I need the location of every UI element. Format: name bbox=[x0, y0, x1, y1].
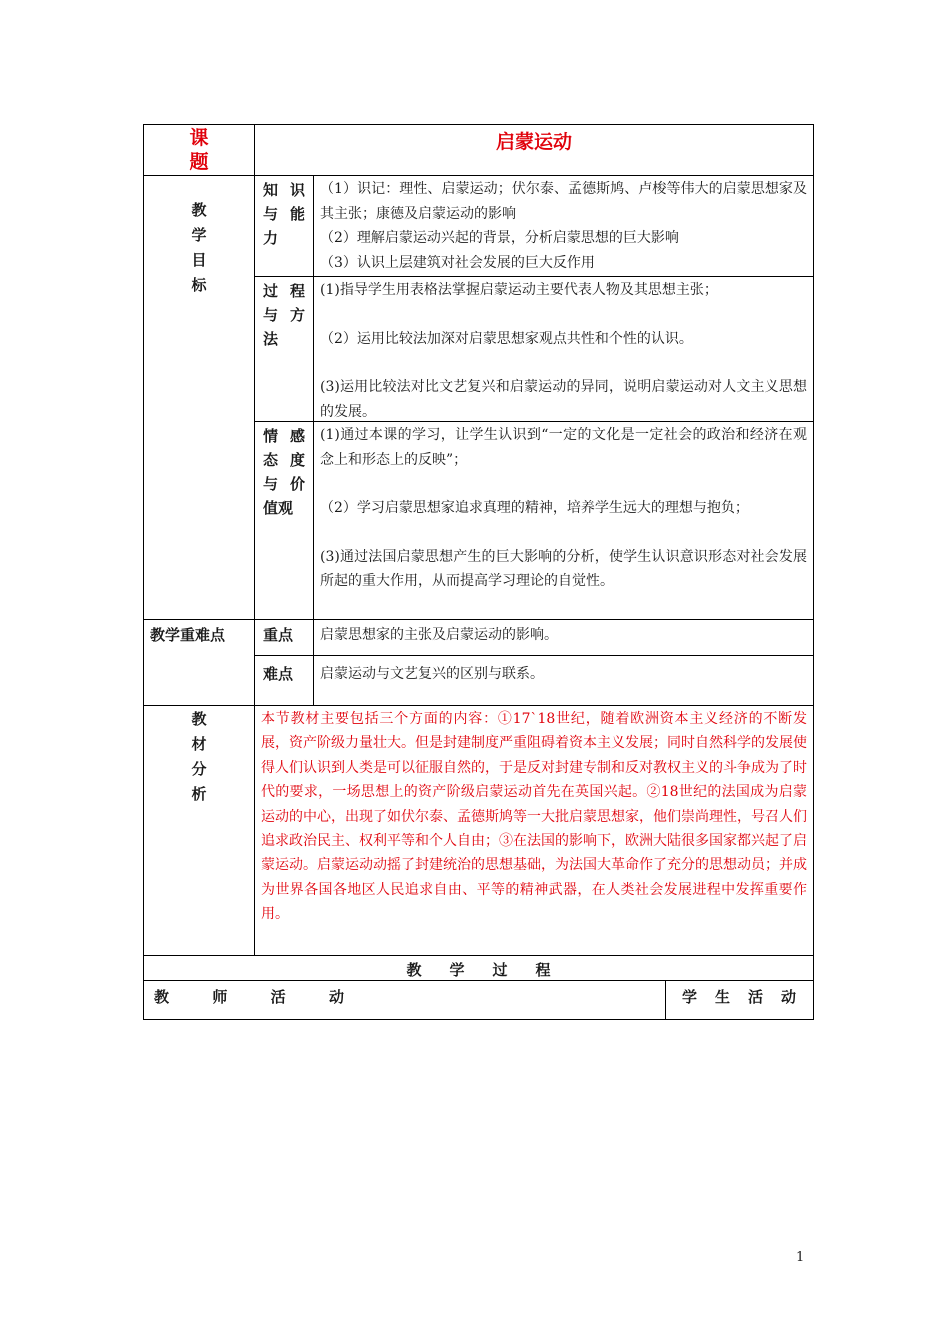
emotion-label-row-4 bbox=[263, 496, 305, 520]
focus-label-cell bbox=[255, 619, 314, 655]
process-label-char: 过 bbox=[263, 282, 279, 300]
process-section-title-char: 教 bbox=[406, 961, 422, 979]
knowledge-label-char: 力 bbox=[263, 229, 279, 247]
difficulty-label-cell bbox=[255, 655, 314, 705]
process-label-char: 方 bbox=[289, 306, 305, 324]
teacher-activity-char: 教 bbox=[154, 988, 170, 1006]
process-label-cell bbox=[255, 276, 314, 421]
teacher-activity-cell bbox=[143, 980, 666, 1020]
analysis-label: 教材分析 bbox=[191, 710, 207, 803]
focus-label: 重点 bbox=[263, 626, 294, 644]
knowledge-label bbox=[255, 176, 313, 252]
key-points-label-cell bbox=[143, 619, 255, 705]
knowledge-label-char: 知 bbox=[263, 181, 279, 199]
student-activity-header bbox=[682, 986, 796, 1007]
emotion-label-row-2 bbox=[263, 448, 305, 472]
knowledge-label-cell bbox=[255, 175, 314, 276]
process-label-row-1 bbox=[263, 279, 305, 303]
objectives-label-cell bbox=[143, 175, 255, 619]
process-label-char: 程 bbox=[289, 282, 305, 300]
objectives-label: 教学目标 bbox=[191, 201, 207, 294]
emotion-label-char: 态 bbox=[263, 451, 279, 469]
knowledge-label-char: 与 bbox=[263, 205, 279, 223]
process-section-title-cell bbox=[143, 955, 814, 980]
emotion-label-char: 情 bbox=[263, 427, 279, 445]
emotion-label bbox=[255, 422, 313, 522]
process-label-row-2 bbox=[263, 303, 305, 327]
emotion-label-char: 感 bbox=[289, 427, 305, 445]
process-section-title-char: 学 bbox=[449, 961, 465, 979]
knowledge-item-1: （1）识记：理性、启蒙运动；伏尔泰、孟德斯鸠、卢梭等伟大的启蒙思想家及其主张；康德及启蒙运动的影响 bbox=[320, 181, 807, 222]
emotion-label-row-1 bbox=[263, 424, 305, 448]
teacher-activity-char: 活 bbox=[270, 988, 286, 1006]
process-content-cell bbox=[314, 276, 814, 421]
knowledge-label-row-2 bbox=[263, 202, 305, 226]
student-activity-cell bbox=[666, 980, 814, 1020]
process-section-title bbox=[407, 959, 551, 980]
difficulty-text: 启蒙运动与文艺复兴的区别与联系。 bbox=[320, 666, 544, 682]
emotion-content-cell bbox=[314, 421, 814, 619]
emotion-item-3: (3)通过法国启蒙思想产生的巨大影响的分析，使学生认识意识形态对社会发展所起的重大作用，从而提高学习理论的自觉性。 bbox=[320, 548, 807, 589]
student-activity-char: 活 bbox=[747, 988, 763, 1006]
emotion-label-char: 值观 bbox=[263, 499, 294, 517]
emotion-item-1: (1)通过本课的学习，让学生认识到“一定的文化是一定社会的政治和经济在观念上和形态上的反映”； bbox=[320, 427, 807, 468]
teacher-activity-char: 师 bbox=[212, 988, 228, 1006]
knowledge-item-3: （3）认识上层建筑对社会发展的巨大反作用 bbox=[320, 254, 595, 271]
process-item-1: (1)指导学生用表格法掌握启蒙运动主要代表人物及其思想主张； bbox=[320, 282, 718, 298]
process-item-3: (3)运用比较法对比文艺复兴和启蒙运动的异同，说明启蒙运动对人文主义思想的发展。 bbox=[320, 379, 807, 420]
emotion-label-row-3 bbox=[263, 472, 305, 496]
teacher-activity-header bbox=[154, 986, 344, 1007]
emotion-label-char: 价 bbox=[289, 475, 305, 493]
knowledge-item-2: （2）理解启蒙运动兴起的背景，分析启蒙思想的巨大影响 bbox=[320, 230, 679, 246]
key-points-label: 教学重难点 bbox=[150, 626, 226, 644]
knowledge-label-row-3 bbox=[263, 226, 305, 250]
knowledge-label-row-1 bbox=[263, 178, 305, 202]
student-activity-char: 动 bbox=[780, 988, 796, 1006]
emotion-item-2: （2）学习启蒙思想家追求真理的精神，培养学生远大的理想与抱负； bbox=[320, 500, 749, 516]
process-label bbox=[255, 277, 313, 353]
process-item-2: （2）运用比较法加深对启蒙思想家观点共性和个性的认识。 bbox=[320, 330, 693, 347]
keti-label-cell bbox=[143, 124, 255, 175]
knowledge-label-char: 能 bbox=[289, 205, 305, 223]
lesson-title: 启蒙运动 bbox=[495, 131, 572, 153]
difficulty-content-cell bbox=[314, 655, 814, 705]
page-number: 1 bbox=[796, 1250, 805, 1265]
student-activity-char: 生 bbox=[714, 988, 730, 1006]
difficulty-label: 难点 bbox=[263, 665, 294, 683]
keti-label: 课题 bbox=[189, 127, 209, 173]
knowledge-content-cell bbox=[314, 175, 814, 276]
process-section-title-char: 过 bbox=[492, 961, 508, 979]
process-label-char: 与 bbox=[263, 306, 279, 324]
focus-content-cell bbox=[314, 619, 814, 655]
emotion-label-char: 与 bbox=[263, 475, 279, 493]
focus-text: 启蒙思想家的主张及启蒙运动的影响。 bbox=[320, 627, 558, 643]
process-label-row-3 bbox=[263, 327, 305, 351]
emotion-label-cell bbox=[255, 421, 314, 619]
analysis-text: 本节教材主要包括三个方面的内容：①17`18世纪，随着欧洲资本主义经济的不断发展，资产阶级力量壮大。但是封建制度严重阻碍着资本主义发展；同时自然科学的发展使得人们认识到人类是可以征服自然的，于是反对封建专制和反对教权主义的斗争成为了时代的要求，一场思想上的资产阶级启蒙运动首先在英国兴起。②18世纪的法国成为启蒙运动的中心，出现了如伏尔泰、孟德斯鸠等一大批启蒙思想家，他们崇尚理性，号召人们追求政治民主、权利平等和个人自由；③在法国的影响下，欧洲大陆很多国家都兴起了启蒙运动。启蒙运动动摇了封建统治的思想基础，为法国大革命作了充分的思想动员；并成为世界各国各地区人民追求自由、平等的精神武器，在人类社会发展进程中发挥重要作用。 bbox=[261, 711, 807, 923]
title-cell bbox=[255, 124, 814, 175]
student-activity-char: 学 bbox=[682, 988, 698, 1006]
analysis-content-cell bbox=[255, 705, 814, 955]
teacher-activity-char: 动 bbox=[328, 988, 344, 1006]
process-label-char: 法 bbox=[263, 330, 279, 348]
knowledge-label-char: 识 bbox=[289, 181, 305, 199]
emotion-label-char: 度 bbox=[289, 451, 305, 469]
process-section-title-char: 程 bbox=[535, 961, 551, 979]
analysis-label-cell bbox=[143, 705, 255, 955]
